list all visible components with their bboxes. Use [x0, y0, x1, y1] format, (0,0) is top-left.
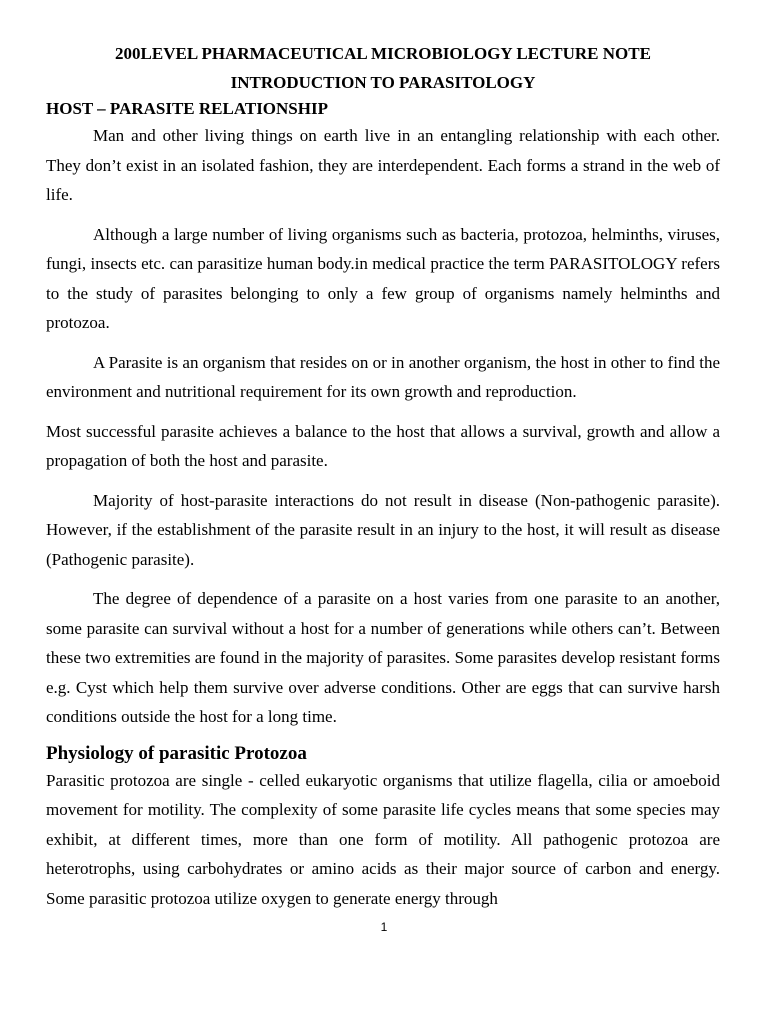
paragraph-4: Most successful parasite achieves a balance to the host that allows a survival, growth and allow a propagation of both the host and parasite. — [46, 421, 720, 470]
section-heading-host-parasite: HOST – PARASITE RELATIONSHIP — [46, 99, 328, 118]
section-heading-physiology: Physiology of parasitic Protozoa — [46, 742, 307, 764]
paragraph-6: The degree of dependence of a parasite on a host varies from one parasite to an another, some parasite can survival without a host for a number of generations while others can’t. Between these two extremities are found in the majority of parasites. Some parasites develop resistant forms e.g. Cyst which help them survive over adverse conditions. Other are eggs that can survive harsh conditions outside the host for a long time. — [46, 589, 720, 726]
document-title: 200LEVEL PHARMACEUTICAL MICROBIOLOGY LECTURE NOTE — [115, 44, 651, 63]
document-body — [46, 39, 720, 923]
paragraph-3: A Parasite is an organism that resides on or in another organism, the host in other to find the environment and nutritional requirement for its own growth and reproduction. — [46, 352, 720, 401]
paragraph-physiology: Parasitic protozoa are single - celled eukaryotic organisms that utilize flagella, cilia or amoeboid movement for motility. The complexity of some parasite life cycles means that some species may exhibit, at different times, more than one form of motility. All pathogenic protozoa are heterotrophs, using carbohydrates or amino acids as their major source of carbon and energy. Some parasitic protozoa utilize oxygen to generate energy through — [46, 770, 720, 908]
document-subtitle: INTRODUCTION TO PARASITOLOGY — [230, 73, 536, 92]
paragraph-1: Man and other living things on earth live in an entangling relationship with each other. They don’t exist in an isolated fashion, they are interdependent. Each forms a strand in the web of life. — [46, 126, 720, 204]
page-number: 1 — [380, 920, 388, 934]
paragraph-5: Majority of host-parasite interactions do not result in disease (Non-pathogenic parasite). However, if the establishment of the parasite result in an injury to the host, it will result as disease (Pathogenic parasite). — [46, 490, 720, 569]
paragraph-2: Although a large number of living organisms such as bacteria, protozoa, helminths, viruses, fungi, insects etc. can parasitize human body.in medical practice the term PARASITOLOGY refers to the study of parasites belonging to only a few group of organisms namely helminths and protozoa. — [46, 224, 720, 332]
